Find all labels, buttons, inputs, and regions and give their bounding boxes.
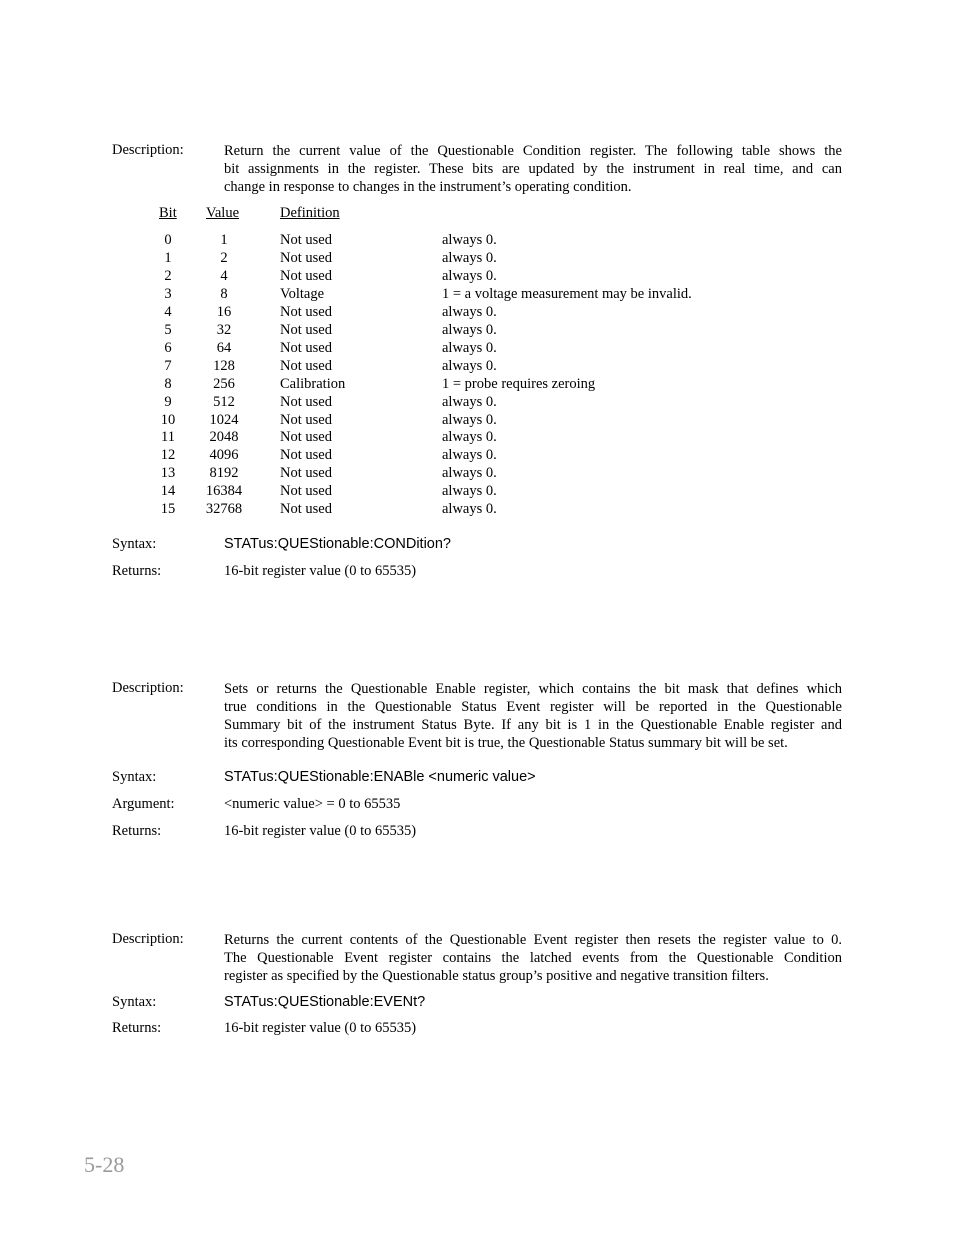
syntax-label: Syntax: (112, 769, 157, 785)
table-cell-description: always 0. (442, 483, 497, 500)
table-cell-definition: Not used (280, 357, 332, 374)
table-cell-definition: Not used (280, 465, 332, 482)
table-cell-bit: 4 (164, 303, 172, 320)
table-cell-bit: 9 (164, 393, 172, 410)
syntax-command: STATus:QUEStionable:EVENt? (224, 994, 426, 1010)
table-cell-value: 32768 (205, 501, 243, 518)
returns-label: Returns: (112, 1020, 162, 1036)
argument-label: Argument: (112, 796, 175, 812)
table-cell-description: always 0. (442, 357, 497, 374)
table-cell-description: always 0. (442, 429, 497, 446)
returns-value: 16-bit register value (0 to 65535) (224, 823, 417, 839)
table-cell-definition: Not used (280, 232, 332, 248)
table-cell-definition: Not used (280, 429, 332, 446)
returns-value: 16-bit register value (0 to 65535) (224, 1020, 417, 1036)
table-cell-definition: Not used (280, 267, 332, 284)
syntax-label: Syntax: (112, 994, 157, 1010)
table-cell-description: always 0. (442, 267, 497, 284)
table-cell-definition: Not used (280, 393, 332, 410)
table-cell-value: 16 (216, 303, 232, 320)
table-header-definition: Definition (280, 205, 340, 221)
table-cell-value: 1 (220, 232, 228, 248)
table-cell-description: always 0. (442, 339, 497, 356)
table-cell-value: 8192 (209, 465, 239, 482)
description-paragraph (224, 680, 842, 752)
description-paragraph (224, 142, 842, 196)
description-line: The Questionable Event register contains the latched events from the Questionable Condition (224, 950, 842, 966)
table-cell-description: always 0. (442, 465, 497, 482)
table-cell-definition: Not used (280, 501, 332, 518)
table-cell-bit: 8 (164, 375, 172, 392)
table-cell-value: 64 (216, 339, 232, 356)
table-cell-value: 128 (213, 357, 235, 374)
syntax-label: Syntax: (112, 536, 157, 552)
table-cell-description: 1 = probe requires zeroing (442, 375, 596, 392)
table-cell-bit: 5 (164, 321, 172, 338)
page-number: 5-28 (84, 1152, 125, 1177)
table-cell-bit: 15 (160, 501, 176, 518)
table-cell-value: 4 (220, 267, 228, 284)
description-line: its corresponding Questionable Event bit is true, the Questionable Status summary bit will be set. (224, 735, 788, 751)
description-line: change in response to changes in the instrument’s operating condition. (224, 179, 632, 195)
table-cell-bit: 14 (160, 483, 176, 500)
table-cell-definition: Voltage (280, 285, 325, 302)
table-cell-description: always 0. (442, 393, 497, 410)
table-cell-value: 2048 (209, 429, 239, 446)
table-cell-value: 4096 (209, 447, 239, 464)
syntax-command: STATus:QUEStionable:ENABle <numeric value> (224, 769, 536, 785)
returns-label: Returns: (112, 823, 162, 839)
table-cell-definition: Not used (280, 339, 332, 356)
table-cell-bit: 0 (164, 232, 172, 248)
table-cell-definition: Not used (280, 321, 332, 338)
table-cell-description: always 0. (442, 249, 497, 266)
syntax-command: STATus:QUEStionable:CONDition? (224, 536, 451, 552)
table-cell-bit: 10 (160, 411, 176, 428)
table-cell-definition: Not used (280, 447, 332, 464)
table-cell-definition: Not used (280, 303, 332, 320)
table-cell-value: 512 (213, 393, 235, 410)
table-cell-value: 16384 (205, 483, 243, 500)
table-cell-value: 1024 (209, 411, 239, 428)
table-cell-description: always 0. (442, 321, 497, 338)
description-label: Description: (112, 142, 184, 158)
description-line: register as specified by the Questionable status group’s positive and negative transition filters. (224, 968, 769, 984)
table-cell-description: 1 = a voltage measurement may be invalid. (442, 285, 692, 302)
table-cell-definition: Not used (280, 483, 332, 500)
table-cell-description: always 0. (442, 411, 497, 428)
table-header-bit: Bit (159, 205, 177, 221)
table-cell-description: always 0. (442, 232, 497, 248)
table-cell-description: always 0. (442, 303, 497, 320)
table-cell-bit: 11 (161, 429, 175, 446)
table-cell-bit: 1 (164, 249, 172, 266)
description-label: Description: (112, 931, 184, 947)
table-cell-description: always 0. (442, 447, 497, 464)
table-cell-description: always 0. (442, 501, 497, 518)
table-cell-bit: 13 (160, 465, 176, 482)
table-header-value: Value (206, 205, 240, 221)
table-cell-bit: 7 (164, 357, 172, 374)
description-label: Description: (112, 680, 184, 696)
description-paragraph (224, 931, 842, 985)
table-cell-bit: 3 (164, 285, 172, 302)
description-line: true conditions in the Questionable Status Event register will be reported in the Questionable (224, 699, 842, 715)
description-line: bit assignments in the register. These bits are updated by the instrument in real time, and can (224, 161, 842, 177)
returns-label: Returns: (112, 563, 162, 579)
table-cell-bit: 2 (164, 267, 172, 284)
table-cell-value: 8 (220, 285, 228, 302)
table-cell-bit: 12 (160, 447, 176, 464)
description-line: Sets or returns the Questionable Enable register, which contains the bit mask that defines which (224, 681, 842, 697)
table-cell-bit: 6 (164, 339, 172, 356)
description-line: Return the current value of the Questionable Condition register. The following table shows the (224, 143, 842, 159)
table-cell-value: 2 (220, 249, 228, 266)
description-line: Returns the current contents of the Questionable Event register then resets the register value to 0. (224, 932, 842, 948)
table-cell-definition: Calibration (280, 375, 346, 392)
table-cell-value: 32 (216, 321, 232, 338)
table-cell-definition: Not used (280, 249, 332, 266)
table-cell-definition: Not used (280, 411, 332, 428)
description-line: Summary bit of the instrument Status Byte. If any bit is 1 in the Questionable Enable register and (224, 717, 842, 733)
argument-value: <numeric value> = 0 to 65535 (224, 796, 401, 812)
returns-value: 16-bit register value (0 to 65535) (224, 563, 417, 579)
table-cell-value: 256 (213, 375, 235, 392)
